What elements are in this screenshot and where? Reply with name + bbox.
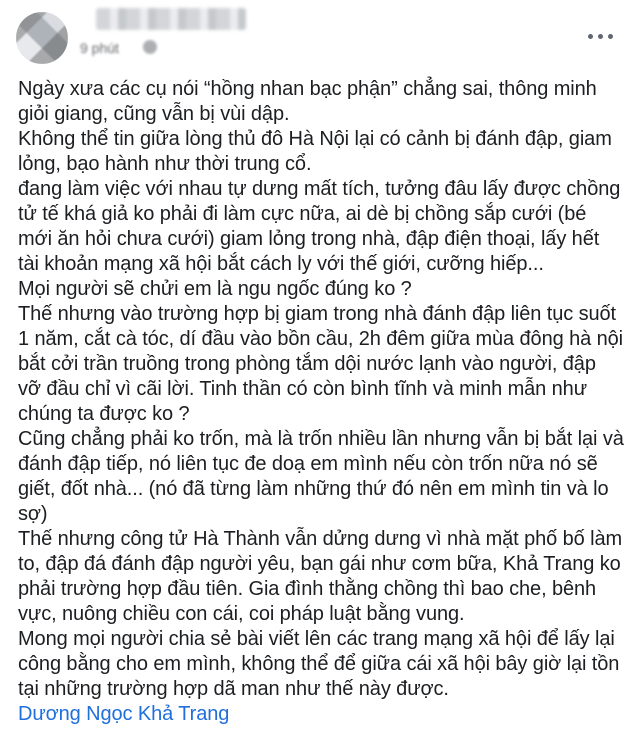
tagged-profile-link[interactable]: Dương Ngọc Khả Trang	[18, 703, 230, 725]
post-paragraph: Thế nhưng công tử Hà Thành vẫn dửng dưng vì nhà mặt phố bố làm to, đập đá đánh đập người yêu, bạn gái như cơm bữa, Khả Trang ko phải trường hợp đầu tiên. Gia đình thằng chồng thì bao che, bênh vực, nuông chiều con cái, coi pháp luật bằng vung.	[18, 528, 623, 625]
more-horizontal-icon-dot	[598, 34, 603, 39]
post-paragraph: Mọi người sẽ chửi em là ngu ngốc đúng ko ?	[18, 278, 412, 300]
more-options-button[interactable]	[582, 22, 618, 50]
post-paragraph: Ngày xưa các cụ nói “hồng nhan bạc phận” chẳng sai, thông minh giỏi giang, cũng vẫn bị vùi dập.	[18, 78, 597, 125]
post-paragraph: đang làm việc với nhau tự dưng mất tích, tưởng đâu lấy được chồng tử tế khá giả ko phải đi làm cực nữa, ai dè bị chồng sắp cưới (bé mới ăn hỏi chưa cưới) giam lỏng trong nhà, đập điện thoại, lấy hết tài khoản mạng xã hội bắt cách ly với thế giới, cưỡng hiếp...	[18, 178, 621, 275]
post-paragraph: Mong mọi người chia sẻ bài viết lên các trang mạng xã hội để lấy lại công bằng cho em mình, không thể để giữa cái xã hội bây giờ lại tồn tại những trường hợp dã man như thế này được.	[18, 628, 620, 700]
more-horizontal-icon-dot	[608, 34, 613, 39]
post-paragraph: Thế nhưng vào trường hợp bị giam trong nhà đánh đập liên tục suốt 1 năm, cắt cà tóc, dí đầu vào bồn cầu, 2h đêm giữa mùa đông hà nội bắt cởi trần truồng trong phòng tắm dội nước lạnh vào người, đập vỡ đầu chỉ vì cãi lời. Tinh thần có còn bình tĩnh và minh mẫn như chúng ta được ko ?	[18, 303, 623, 425]
post-header	[0, 0, 640, 70]
post-body	[18, 77, 624, 727]
post-timestamp[interactable]: 9 phút	[80, 40, 119, 56]
blurred-avatar-image	[16, 12, 68, 64]
avatar[interactable]	[16, 12, 68, 64]
globe-icon	[143, 40, 157, 54]
more-horizontal-icon	[588, 34, 593, 39]
post-paragraph: Không thể tin giữa lòng thủ đô Hà Nội lại có cảnh bị đánh đập, giam lỏng, bạo hành như thời trung cổ.	[18, 128, 612, 175]
post-paragraph: Cũng chẳng phải ko trốn, mà là trốn nhiều lần nhưng vẫn bị bắt lại và đánh đập tiếp, nó liên tục đe doạ em mình nếu còn trốn nữa nó sẽ giết, đốt nhà... (nó đã từng làm những thứ đó nên em mình tin và lo sợ)	[18, 428, 624, 525]
blurred-author-name[interactable]	[96, 8, 246, 30]
